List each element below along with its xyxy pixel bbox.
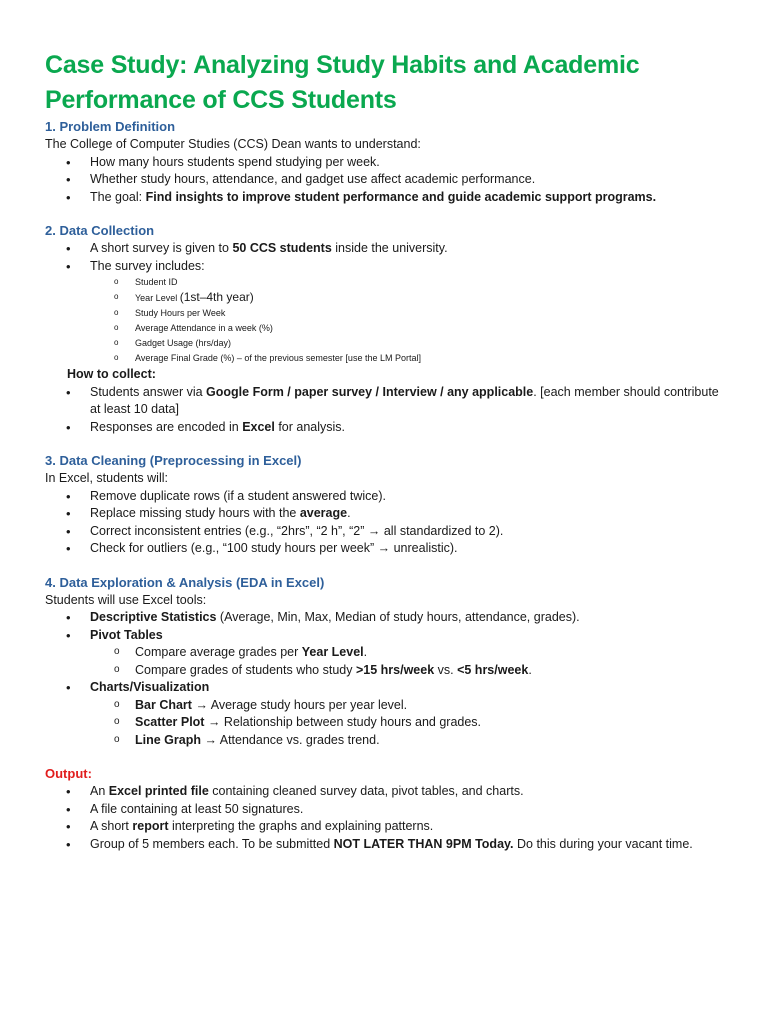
sub-list-item-text: → Attendance vs. grades trend. [200, 732, 380, 747]
sub-list-item-text: Student ID [135, 277, 178, 287]
sub-list-item-bold: Line Graph [135, 732, 201, 747]
section-heading: 4. Data Exploration & Analysis (EDA in Excel) [45, 574, 325, 590]
list-item [45, 836, 735, 854]
list-item-text: Correct inconsistent entries (e.g., “2hrs”, “2 h”, “2” → all standardized to 2). [90, 523, 504, 538]
title-line-2: Performance of CCS Students [45, 86, 397, 114]
sub-list-item-text: Compare grades of students who study [135, 662, 356, 677]
list-item [45, 171, 735, 189]
list-item [45, 505, 735, 523]
list-item [45, 801, 735, 819]
sub-list-item-text: vs. [434, 662, 458, 677]
list-item [45, 540, 735, 558]
sub-list-item [45, 644, 735, 662]
list-item-text: containing cleaned survey data, pivot tables, and charts. [208, 784, 524, 798]
list-item-text: How many hours students spend studying per week. [90, 154, 380, 169]
sub-list-item-text: . [528, 662, 532, 677]
list-item-bold: Google Form / paper survey / Interview / any applicable [206, 384, 534, 399]
section-data-collection [45, 222, 735, 436]
section-intro: Students will use Excel tools: [45, 592, 207, 607]
list-item-text: Group of 5 members each. To be submitted [90, 836, 334, 851]
section-heading: 2. Data Collection [45, 223, 155, 238]
list-item-text: An [90, 784, 109, 798]
list-item-text: A file containing at least 50 signatures. [90, 801, 304, 816]
title-line-1: Case Study: Analyzing Study Habits and Academic [45, 51, 640, 79]
sub-list-item-text: → Average study hours per year level. [191, 697, 408, 712]
list-item [45, 189, 735, 207]
bullet-list [45, 384, 735, 437]
list-item [45, 419, 735, 437]
sub-list-item [45, 732, 735, 750]
bullet-list [45, 240, 735, 366]
sub-list-item-text: Year Level [135, 293, 180, 303]
bullet-list [45, 154, 735, 207]
list-item-text: for analysis. [274, 419, 346, 434]
list-item-bold: Find insights to improve student performance and guide academic support programs. [145, 189, 657, 204]
output-heading: Output: [45, 766, 92, 781]
list-item-text: Responses are encoded in [90, 419, 243, 434]
sub-list-item-text: Average Attendance in a week (%) [135, 323, 273, 333]
list-item-text: The goal: [90, 189, 146, 204]
list-item-bold: average [299, 506, 348, 520]
list-item [45, 679, 735, 697]
section-data-exploration [45, 574, 735, 750]
sub-list-item-bold: >15 hrs/week [355, 662, 435, 677]
sub-list-item [45, 275, 735, 290]
bullet-list [45, 783, 735, 853]
list-item-bold: Pivot Tables [90, 627, 163, 642]
list-item-text: Remove duplicate rows (if a student answered twice). [90, 488, 386, 503]
list-item-text: Do this during your vacant time. [513, 836, 693, 851]
sub-list-item-bold: Bar Chart [135, 697, 192, 712]
list-item-bold: 50 CCS students [232, 241, 332, 255]
list-item-text: Whether study hours, attendance, and gadget use affect academic performance. [90, 172, 536, 186]
list-item [45, 783, 735, 801]
list-item-text: Students answer via [90, 384, 207, 399]
sub-list-item-bold: <5 hrs/week [457, 662, 529, 677]
list-item-text: . [347, 506, 351, 520]
document-title [45, 48, 735, 118]
list-item-bold: Excel printed file [108, 784, 209, 798]
sub-list-item-text: (1st–4th year) [179, 290, 254, 304]
list-item [45, 523, 735, 541]
sub-list-item [45, 662, 735, 680]
list-item-text: (Average, Min, Max, Median of study hours, attendance, grades). [216, 610, 580, 624]
section-problem-definition [45, 118, 735, 206]
list-item-text: A short [90, 819, 133, 833]
list-item-text: A short survey is given to [90, 241, 233, 255]
list-item [45, 609, 735, 627]
list-item [45, 627, 735, 645]
sub-list-item [45, 306, 735, 321]
bullet-list [45, 609, 735, 749]
list-item-text: inside the university. [331, 241, 448, 255]
how-to-collect-label: How to collect: [67, 367, 156, 381]
section-heading: 1. Problem Definition [45, 119, 176, 134]
list-item-bold: Charts/Visualization [90, 680, 210, 694]
sub-list-item-text: Compare average grades per [135, 645, 302, 659]
section-data-cleaning [45, 452, 735, 558]
list-item-text: The survey includes: [90, 258, 205, 273]
sub-list-item-text: Average Final Grade (%) – of the previous semester [use the LM Portal] [135, 353, 421, 363]
document-page [45, 48, 735, 853]
sub-list-item-text: Study Hours per Week [135, 308, 226, 318]
sub-list-item [45, 290, 735, 306]
list-item-bold: Descriptive Statistics [90, 610, 217, 624]
section-intro: In Excel, students will: [45, 471, 168, 485]
sub-list-item-text: → Relationship between study hours and grades. [204, 715, 482, 729]
sub-list-item-text: Gadget Usage (hrs/day) [135, 338, 232, 348]
list-item [45, 488, 735, 506]
list-item-text: at least 10 data] [90, 402, 179, 416]
sub-list-item [45, 321, 735, 336]
sub-list-item-bold: Scatter Plot [135, 715, 205, 729]
section-heading: 3. Data Cleaning (Preprocessing in Excel) [45, 453, 302, 468]
list-item [45, 818, 735, 836]
list-item-bold: Excel [242, 419, 275, 434]
sub-list-item-bold: Year Level [301, 645, 364, 659]
list-item-bold: report [132, 819, 169, 833]
list-item [45, 258, 735, 276]
sub-list-item [45, 351, 735, 366]
sub-list-item [45, 697, 735, 715]
sub-list-item [45, 714, 735, 732]
list-item [45, 154, 735, 172]
sub-list-item-text: . [363, 645, 368, 659]
list-item [45, 384, 735, 419]
list-item [45, 240, 735, 258]
bullet-list [45, 488, 735, 558]
list-item-text: Check for outliers (e.g., “100 study hours per week” → unrealistic). [90, 541, 458, 555]
section-intro: The College of Computer Studies (CCS) Dean wants to understand: [45, 137, 421, 151]
section-output [45, 765, 735, 853]
list-item-text: interpreting the graphs and explaining patterns. [168, 819, 434, 833]
list-item-bold: NOT LATER THAN 9PM Today. [333, 836, 514, 851]
sub-list-item [45, 336, 735, 351]
list-item-text: Replace missing study hours with the [90, 506, 300, 520]
list-item-text: . [each member should contribute [533, 384, 719, 399]
